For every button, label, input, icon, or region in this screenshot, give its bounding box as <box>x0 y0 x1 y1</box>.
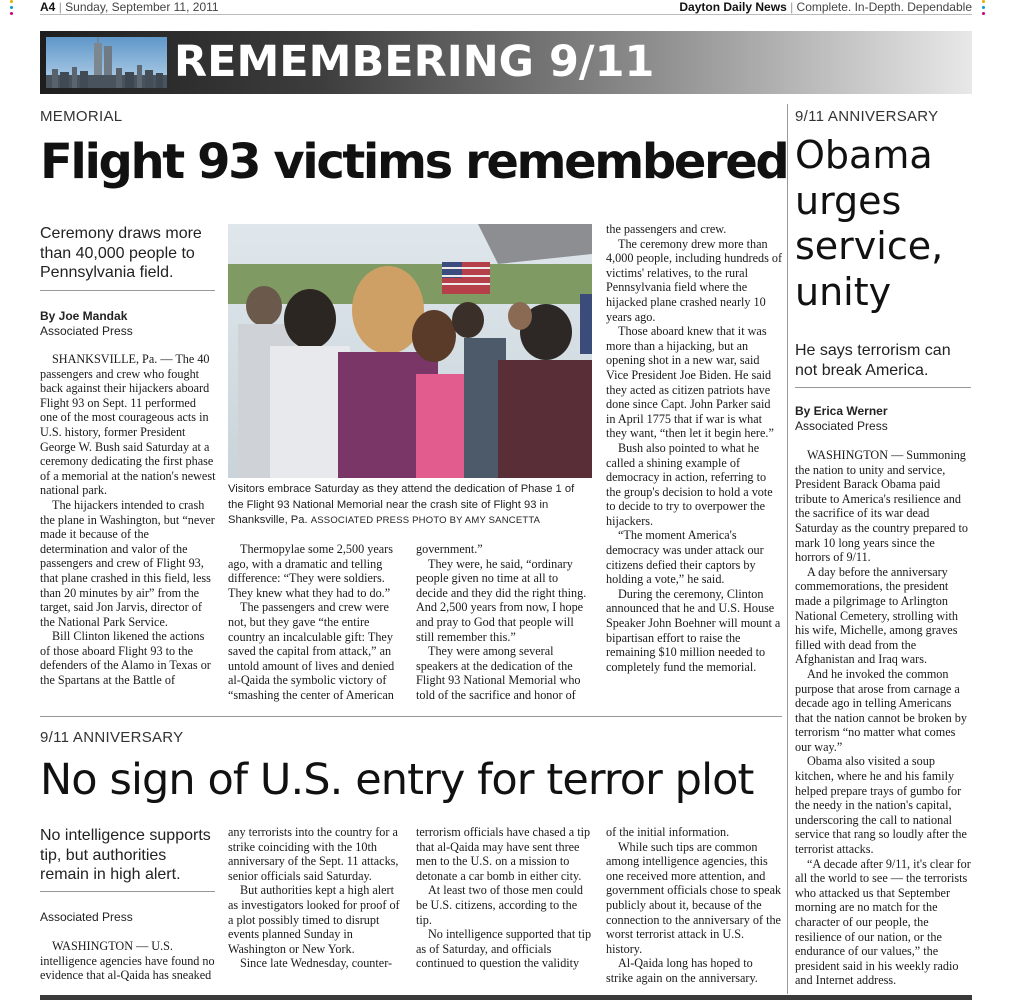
story3-paragraph: terrorism officials have chased a tip that al-Qaida may have sent three men to the U.S. on a mission to detonate a car bomb in either city. <box>416 825 591 883</box>
story1-author: By Joe Mandak <box>40 309 128 323</box>
story1-headline: Flight 93 victims remembered <box>40 134 788 190</box>
story1-paragraph: Bill Clinton likened the actions of those aboard Flight 93 to the defenders of the Alamo in Texas or the Spartans at the Battle of <box>40 629 211 688</box>
story3-column-4 <box>606 825 782 989</box>
story2-kicker: 9/11 ANNIVERSARY <box>795 108 939 125</box>
story3-paragraph: Since late Wednesday, counter- <box>240 956 393 971</box>
bottom-bar <box>40 995 972 1000</box>
story2-paragraph: A day before the anniversary commemorations, the president made a pilgrimage to Arlington National Cemetery, strolling with his wife, Michelle, among graves filled with dead from the Afghanistan and Iraq wars. <box>795 564 959 667</box>
story2-paragraph: Obama also visited a soup kitchen, where he and his family helped prepare trays of gumbo for the needy in the nation's capital, underscoring the call to national service that rang so loudly after the terrorist attacks. <box>795 754 967 857</box>
story1-paragraph: Those aboard knew that it was more than a hijacking, but an opening shot in a new war, said Vice President Joe Biden. He said they acted as citizen patriots have done since Capt. John Parker said in April 1775 that if war is what they want, “then let it begin here.” <box>606 324 774 441</box>
story1-paragraph: Bush also pointed to what he called a shining example of democracy in action, referring to the group's decision to hold a vote to decide to try to overpower the hijackers. <box>606 440 773 528</box>
story1-agency: Associated Press <box>40 324 133 338</box>
column-divider <box>787 104 788 994</box>
paper-tagline: Complete. In-Depth. Dependable <box>796 0 972 14</box>
story1-column-1 <box>40 352 216 704</box>
story1-paragraph: the passengers and crew. <box>606 222 727 236</box>
registration-dots-left <box>10 0 14 16</box>
story2-byline <box>795 404 888 434</box>
story3-column-1 <box>40 939 216 989</box>
story2-agency: Associated Press <box>795 419 888 433</box>
story3-paragraph: At least two of those men could be U.S. citizens, according to the tip. <box>416 883 584 927</box>
story2-paragraph: WASHINGTON — Summoning the nation to unity and service, President Barack Obama paid tribute to America's resilience and the sacrifice of its war dead Saturday as the country prepared to mark 10 long years since the horrors of 9/11. <box>795 448 968 565</box>
story1-paragraph: The hijackers intended to crash the plane in Washington, but “never made it because of the determination and valor of the passengers and crew of Flight 93, that plane crashed in this field, less than 20 minutes by air” from the target, said Jon Jarvis, director of the National Park Service. <box>40 497 215 629</box>
story2-column <box>795 448 971 990</box>
story3-paragraph: of the initial information. <box>606 825 730 839</box>
story1-paragraph: SHANKSVILLE, Pa. — The 40 passengers and crew who fought back against their hijackers aboard Flight 93 on Sept. 11 performed one of the most courageous acts in U.S. history, former President George W. Bush said Saturday at a ceremony dedicating the first phase of a memorial at the nation's newest national park. <box>40 352 216 498</box>
story2-author: By Erica Werner <box>795 404 888 418</box>
story1-column-2 <box>228 542 404 704</box>
story1-paragraph: “The moment America's democracy was under attack our citizens defied their captors by holding a vote,” he said. <box>606 528 764 587</box>
story1-kicker: MEMORIAL <box>40 108 123 125</box>
story2-deck-rule <box>795 387 971 388</box>
story2-deck: He says terrorism can not break America. <box>795 342 951 379</box>
twin-towers-skyline-photo <box>46 37 167 88</box>
story1-column-4 <box>606 222 782 704</box>
story1-paragraph: government.” <box>416 542 483 556</box>
story3-deck: No intelligence supports tip, but authorities remain in high alert. <box>40 827 211 883</box>
story2-paragraph: “A decade after 9/11, it's clear for all the world to see — the terrorists who attacked us that September morning are no match for the character of our people, the resilience of our nation, or the endurance of our values,” the president said in his weekly radio and Internet address. <box>795 856 971 988</box>
story1-paragraph: They were, he said, “ordinary people given no time at all to decide and they did the right thing. And 2,500 years from now, I hope and pray to God that people will still remember this.” <box>416 556 587 644</box>
story3-paragraph: No intelligence supported that tip as of Saturday, and officials continued to question the validity <box>416 927 592 971</box>
story1-paragraph: Thermopylae some 2,500 years ago, with a dramatic and telling difference: “They were soldiers. They knew what they had to do.” <box>228 542 393 600</box>
photo-credit: ASSOCIATED PRESS PHOTO BY AMY SANCETTA <box>310 515 541 526</box>
story3-headline: No sign of U.S. entry for terror plot <box>40 755 754 805</box>
issue-date: Sunday, September 11, 2011 <box>65 0 219 14</box>
story3-byline <box>40 910 133 925</box>
story1-column-3 <box>416 542 592 704</box>
story1-paragraph: They were among several speakers at the dedication of the Flight 93 National Memorial who told of the sacrifice and honor of <box>416 644 581 702</box>
photo-caption <box>228 482 590 529</box>
registration-dots-right <box>982 0 986 16</box>
story-divider-rule <box>40 716 782 717</box>
story3-paragraph: But authorities kept a high alert as investigators looked for proof of a plot possibly timed to disrupt events planned Sunday in Washington or New York. <box>228 883 400 956</box>
folio-left: A4 | Sunday, September 11, 2011 <box>40 0 219 14</box>
story3-paragraph: While such tips are common among intelligence agencies, this one received more attention, and government officials chose to speak publicly about it, because of the connection to the anniversary of the worst terrorist attack in U.S. history. <box>606 839 782 956</box>
memorial-crowd-photo <box>228 224 592 478</box>
section-title: REMEMBERING 9/11 <box>174 37 655 87</box>
story3-paragraph: any terrorists into the country for a strike coinciding with the 10th anniversary of the Sept. 11 attacks, senior officials said Saturday. <box>228 825 399 883</box>
folio-bar <box>40 0 972 15</box>
story1-paragraph: The ceremony drew more than 4,000 people, including hundreds of victims' relatives, to the rural Pennsylvania field where the hijacked plane crashed nearly 10 years ago. <box>606 236 782 324</box>
story1-byline <box>40 309 133 339</box>
paper-name: Dayton Daily News <box>679 0 787 14</box>
story2-headline: Obama urges service, unity <box>795 133 944 314</box>
story2-paragraph: And he invoked the common purpose that arose from carnage a decade ago in telling Americans that the nation cannot be broken by terrorism “no matter what comes our way.” <box>795 666 967 754</box>
story3-paragraph: WASHINGTON — U.S. intelligence agencies have found no evidence that al-Qaida has sneaked <box>40 939 215 983</box>
story3-column-2 <box>228 825 404 989</box>
story3-deck-rule <box>40 891 215 892</box>
story1-deck-rule <box>40 290 215 291</box>
page-number: A4 <box>40 0 56 14</box>
story3-column-3 <box>416 825 592 989</box>
story3-agency: Associated Press <box>40 910 133 924</box>
story1-paragraph: During the ceremony, Clinton announced that he and U.S. House Speaker John Boehner will mount a bipartisan effort to raise the remaining $10 million needed to completely fund the memorial. <box>606 586 781 674</box>
caption-text: Visitors embrace Saturday as they attend the dedication of Phase 1 of the Flight 93 National Memorial near the crash site of Flight 93 in Shanksville, Pa. <box>228 483 575 526</box>
story1-paragraph: The passengers and crew were not, but they gave “the entire country an incalculable gift: They saved the capital from attack,” an untold amount of lives and denied al-Qaida the symbolic victory of “smashing the center of American <box>228 600 395 702</box>
story1-deck: Ceremony draws more than 40,000 people to Pennsylvania field. <box>40 225 202 281</box>
folio-right: Dayton Daily News | Complete. In-Depth. Dependable <box>679 0 972 14</box>
section-banner <box>40 31 972 94</box>
story3-paragraph: Al-Qaida long has hoped to strike again on the anniversary. <box>606 956 758 985</box>
story3-kicker: 9/11 ANNIVERSARY <box>40 729 184 746</box>
